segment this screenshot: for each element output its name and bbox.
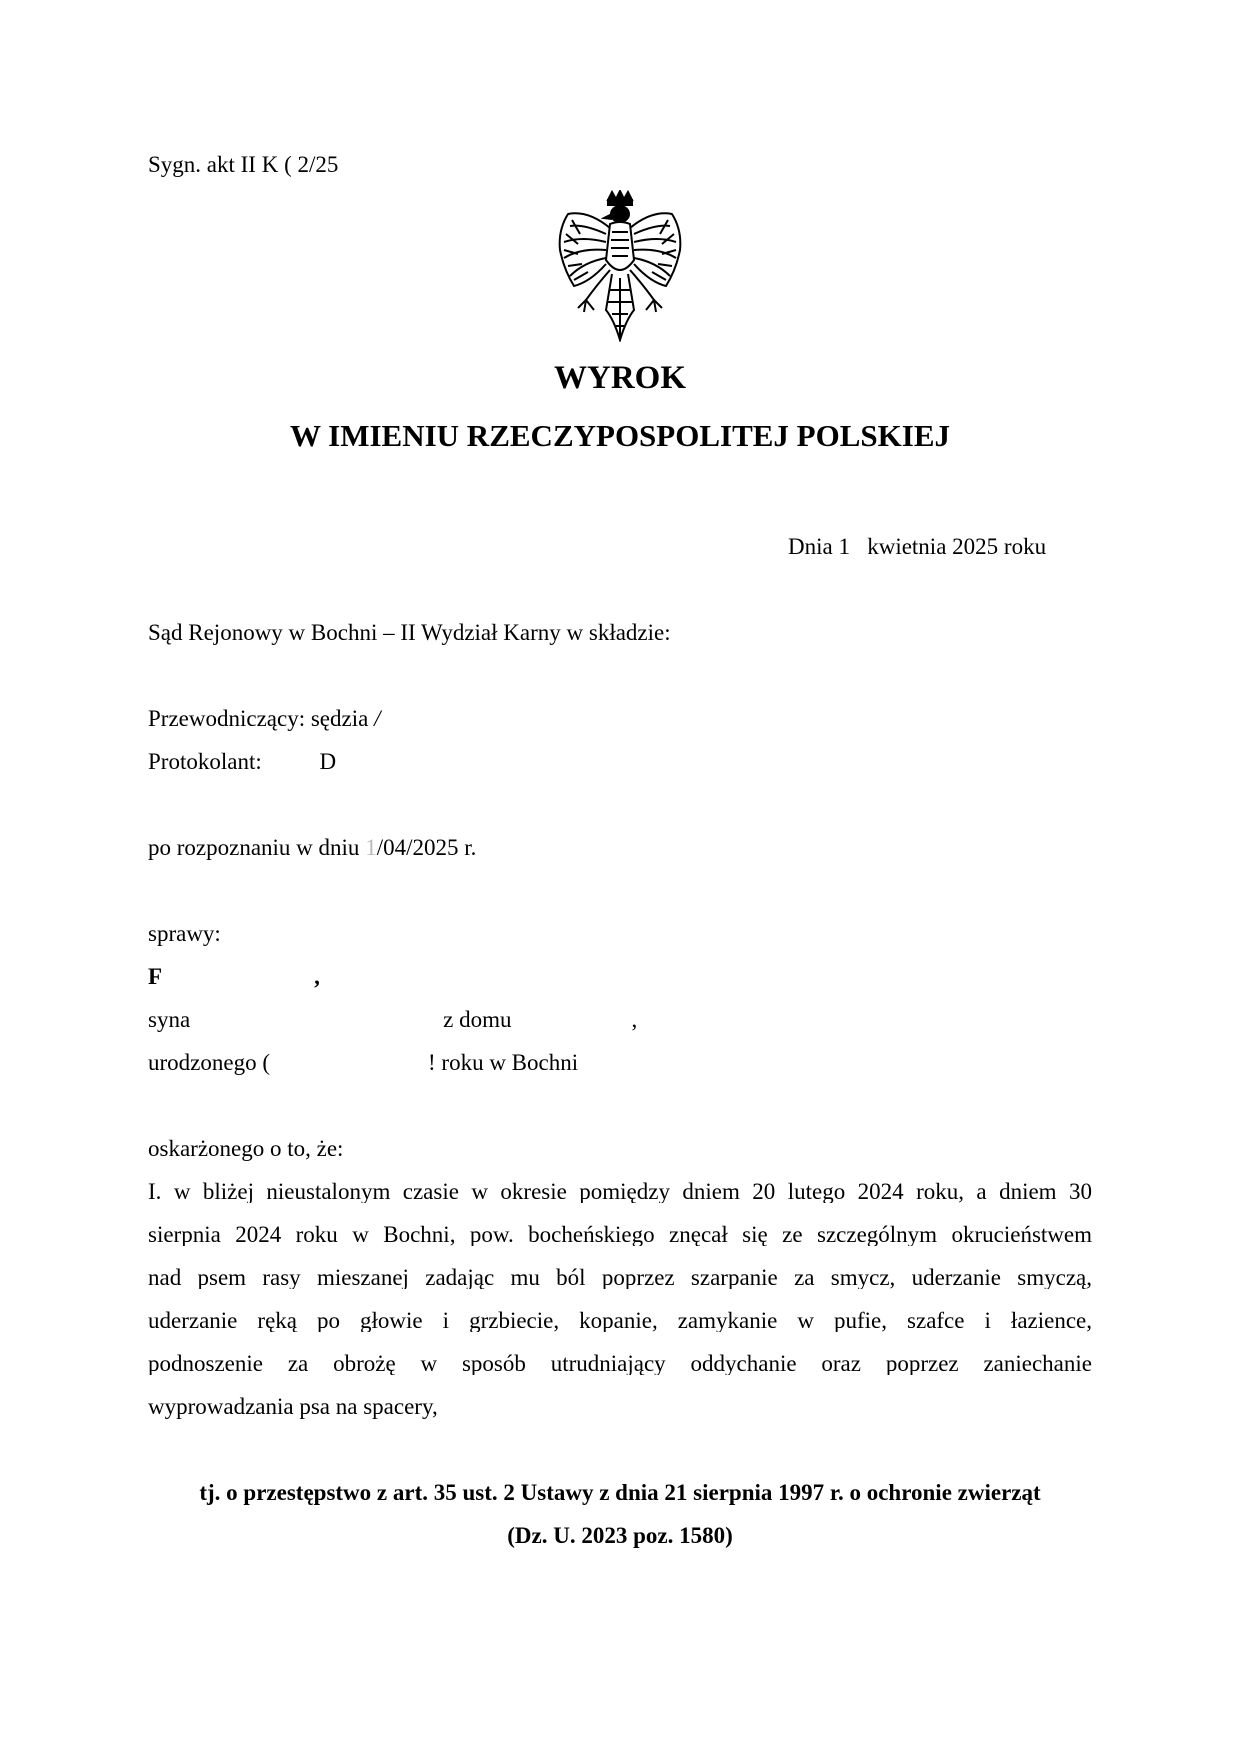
presiding-judge-line <box>148 707 380 730</box>
defendant-name-comma: , <box>314 964 320 989</box>
clerk-label: Protokolant: <box>148 749 262 774</box>
charge-last-line: wyprowadzania psa na spacery, <box>148 1394 438 1419</box>
charge-line: podnoszenie za obrożę w sposób utrudniający oddychanie oraz poprzez zaniechanie <box>148 1352 1092 1375</box>
charge-line: nad psem rasy mieszanej zadając mu ból poprzez szarpanie za smycz, uderzanie smyczą, <box>148 1266 1092 1289</box>
son-of-middle: z domu <box>443 1007 512 1032</box>
court-composition: Sąd Rejonowy w Bochni – II Wydział Karny w składzie: <box>148 620 671 645</box>
clerk-name-fragment: D <box>319 749 337 774</box>
polish-eagle-emblem-icon <box>550 190 690 342</box>
hearing-line <box>148 836 476 859</box>
case-intro: sprawy: <box>148 921 221 946</box>
presiding-label: Przewodniczący: sędzia <box>148 706 369 731</box>
born-prefix: urodzonego ( <box>148 1050 270 1075</box>
hearing-day-fragment: 1 <box>365 835 377 860</box>
defendant-name-fragment: F <box>148 964 163 989</box>
son-of-prefix: syna <box>148 1007 191 1032</box>
presiding-name-fragment: / <box>374 706 381 731</box>
charge-line: uderzanie ręką po głowie i grzbiecie, kopanie, zamykanie w pufie, szafce i łazience, <box>148 1309 1092 1332</box>
judgment-subtitle: W IMIENIU RZECZYPOSPOLITEJ POLSKIEJ <box>289 418 951 453</box>
charged-intro: oskarżonego o to, że: <box>148 1136 344 1161</box>
charge-line: I. w bliżej nieustalonym czasie w okresie pomiędzy dniem 20 lutego 2024 roku, a dniem 30 <box>148 1180 1092 1203</box>
judgment-title: WYROK <box>554 360 686 396</box>
charge-line: sierpnia 2024 roku w Bochni, pow. bocheńskiego znęcał się ze szczególnym okrucieństwem <box>148 1223 1092 1246</box>
clerk-line <box>148 750 336 773</box>
born-suffix: ! roku w Bochni <box>428 1050 579 1075</box>
son-of-end: , <box>631 1007 638 1032</box>
judgment-date: Dnia 1 kwietnia 2025 roku <box>788 534 1047 559</box>
legal-citation: (Dz. U. 2023 poz. 1580) <box>507 1523 733 1548</box>
defendant-birth-line <box>148 1051 578 1074</box>
case-reference: Sygn. akt II K ( 2/25 <box>148 152 339 177</box>
defendant-name-line <box>148 965 320 988</box>
legal-qualification: tj. o przestępstwo z art. 35 ust. 2 Ustawy z dnia 21 sierpnia 1997 r. o ochronie zwierząt <box>199 1480 1041 1505</box>
hearing-text: po rozpoznaniu w dniu <box>148 835 366 860</box>
hearing-date-rest: /04/2025 r. <box>376 835 477 860</box>
defendant-parents-line <box>148 1008 637 1031</box>
